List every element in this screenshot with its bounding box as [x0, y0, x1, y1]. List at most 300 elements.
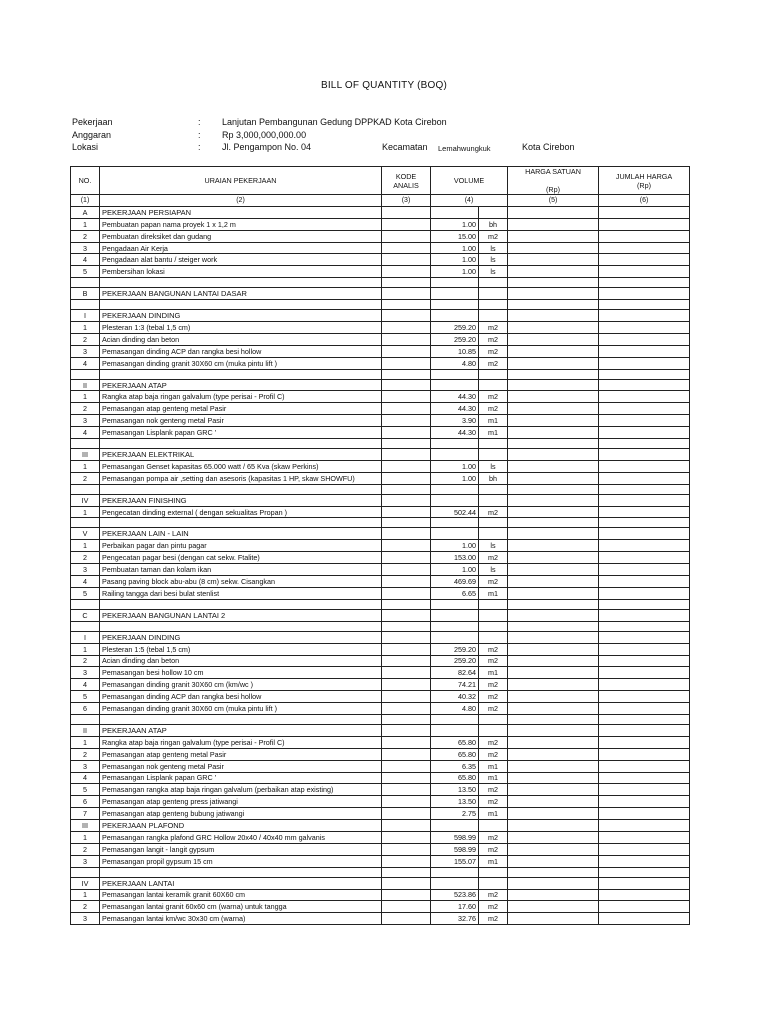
empty-cell [479, 439, 508, 449]
analysis-code [382, 748, 431, 760]
analysis-code [382, 587, 431, 599]
row-number: 3 [71, 564, 100, 576]
unit-value: m2 [479, 796, 508, 808]
lokasi-value: Jl. Pengampon No. 04 [222, 142, 312, 152]
volume-value: 6.35 [431, 760, 479, 772]
spacer-row [71, 439, 690, 449]
empty-cell [382, 439, 431, 449]
work-description: Pemasangan pompa air ,setting dan asesoris (kapasitas 1 HP, skaw SHOWFU) [100, 472, 382, 484]
row-number: 3 [71, 345, 100, 357]
unit-price [508, 913, 599, 925]
work-description: PEKERJAAN LANTAI [100, 877, 382, 889]
unit-price [508, 379, 599, 391]
work-description: PEKERJAAN PLAFOND [100, 820, 382, 832]
unit-value: bh [479, 218, 508, 230]
analysis-code [382, 724, 431, 736]
unit-value [479, 494, 508, 506]
empty-cell [100, 369, 382, 379]
work-description: Pembuatan papan nama proyek 1 x 1,2 m [100, 218, 382, 230]
volume-value: 65.80 [431, 748, 479, 760]
unit-price [508, 703, 599, 715]
total-price [599, 796, 690, 808]
empty-cell [479, 599, 508, 609]
empty-cell [508, 714, 599, 724]
empty-cell [508, 867, 599, 877]
item-row [71, 266, 690, 278]
volume-value: 1.00 [431, 460, 479, 472]
analysis-code [382, 242, 431, 254]
anggaran-value: Rp 3,000,000,000.00 [222, 130, 307, 140]
row-number: 1 [71, 322, 100, 334]
total-price [599, 322, 690, 334]
unit-price [508, 472, 599, 484]
section-row [71, 379, 690, 391]
col-jumlah-header: JUMLAH HARGA (Rp) [599, 167, 690, 195]
work-description: Pemasangan nok genteng metal Pasir [100, 415, 382, 427]
spacer-row [71, 518, 690, 528]
unit-value [479, 310, 508, 322]
volume-value [431, 877, 479, 889]
unit-price [508, 901, 599, 913]
anggaran-label: Anggaran [72, 130, 112, 140]
item-row [71, 843, 690, 855]
unit-value: m2 [479, 703, 508, 715]
empty-cell [71, 439, 100, 449]
row-number: 4 [71, 254, 100, 266]
unit-price [508, 736, 599, 748]
section-row [71, 206, 690, 218]
unit-value: m2 [479, 230, 508, 242]
work-description: Plesteran 1:5 (tebal 1,5 cm) [100, 643, 382, 655]
section-row [71, 820, 690, 832]
empty-cell [599, 278, 690, 288]
analysis-code [382, 218, 431, 230]
volume-value: 259.20 [431, 655, 479, 667]
unit-value [479, 609, 508, 621]
total-price [599, 288, 690, 300]
spacer-row [71, 369, 690, 379]
volume-value: 1.00 [431, 242, 479, 254]
unit-value [479, 206, 508, 218]
unit-price [508, 460, 599, 472]
item-row [71, 643, 690, 655]
total-price [599, 820, 690, 832]
lokasi-label: Lokasi [72, 142, 99, 152]
total-price [599, 855, 690, 867]
unit-price [508, 724, 599, 736]
row-number: 2 [71, 472, 100, 484]
row-number: III [71, 449, 100, 461]
total-price [599, 655, 690, 667]
row-number: 5 [71, 587, 100, 599]
row-number: 4 [71, 357, 100, 369]
volume-value: 1.00 [431, 218, 479, 230]
empty-cell [479, 518, 508, 528]
volume-value [431, 310, 479, 322]
work-description: Pemasangan lantai km/wc 30x30 cm (warna) [100, 913, 382, 925]
total-price [599, 760, 690, 772]
item-row [71, 322, 690, 334]
empty-cell [508, 621, 599, 631]
unit-value: m2 [479, 322, 508, 334]
volume-value: 10.85 [431, 345, 479, 357]
analysis-code [382, 415, 431, 427]
total-price [599, 540, 690, 552]
item-row [71, 552, 690, 564]
spacer-row [71, 621, 690, 631]
analysis-code [382, 494, 431, 506]
item-row [71, 691, 690, 703]
work-description: Pemasangan atap genteng bubung jatiwangi [100, 808, 382, 820]
unit-price [508, 691, 599, 703]
volume-value: 1.00 [431, 472, 479, 484]
analysis-code [382, 667, 431, 679]
row-number: II [71, 379, 100, 391]
total-price [599, 345, 690, 357]
work-description: PEKERJAAN FINISHING [100, 494, 382, 506]
analysis-code [382, 540, 431, 552]
analysis-code [382, 345, 431, 357]
analysis-code [382, 333, 431, 345]
analysis-code [382, 655, 431, 667]
unit-price [508, 310, 599, 322]
unit-value: ls [479, 540, 508, 552]
col-kode-header: KODE ANALIS [382, 167, 431, 195]
work-description: Plesteran 1:3 (tebal 1,5 cm) [100, 322, 382, 334]
item-row [71, 218, 690, 230]
empty-cell [100, 278, 382, 288]
item-row [71, 391, 690, 403]
boq-body [71, 206, 690, 924]
work-description: Perbaikan pagar dan pintu pagar [100, 540, 382, 552]
item-row [71, 784, 690, 796]
col-number: (1) [71, 195, 100, 207]
empty-cell [100, 484, 382, 494]
row-number: 3 [71, 855, 100, 867]
total-price [599, 901, 690, 913]
empty-cell [100, 300, 382, 310]
empty-cell [71, 278, 100, 288]
unit-value: m2 [479, 357, 508, 369]
item-row [71, 855, 690, 867]
total-price [599, 913, 690, 925]
work-description: Pengadaan alat bantu / steiger work [100, 254, 382, 266]
empty-cell [382, 484, 431, 494]
row-number: 2 [71, 403, 100, 415]
work-description: Pembuatan direksiket dan gudang [100, 230, 382, 242]
work-description: Pemasangan atap genteng metal Pasir [100, 403, 382, 415]
row-number: 2 [71, 552, 100, 564]
volume-value: 32.76 [431, 913, 479, 925]
row-number: 6 [71, 796, 100, 808]
item-row [71, 667, 690, 679]
section-row [71, 877, 690, 889]
total-price [599, 379, 690, 391]
row-number: III [71, 820, 100, 832]
unit-value [479, 449, 508, 461]
unit-price [508, 218, 599, 230]
work-description: PEKERJAAN ATAP [100, 724, 382, 736]
section-row [71, 631, 690, 643]
spacer-row [71, 714, 690, 724]
analysis-code [382, 831, 431, 843]
empty-cell [382, 621, 431, 631]
col-no-header: NO. [71, 167, 100, 195]
col-number: (6) [599, 195, 690, 207]
work-description: Pemasangan dinding ACP dan rangka besi hollow [100, 691, 382, 703]
unit-value: m2 [479, 391, 508, 403]
volume-value: 259.20 [431, 333, 479, 345]
total-price [599, 667, 690, 679]
unit-value: ls [479, 460, 508, 472]
unit-price [508, 808, 599, 820]
row-number: A [71, 206, 100, 218]
total-price [599, 808, 690, 820]
analysis-code [382, 427, 431, 439]
unit-value: m1 [479, 587, 508, 599]
empty-cell [431, 369, 479, 379]
empty-cell [431, 278, 479, 288]
analysis-code [382, 691, 431, 703]
unit-price [508, 796, 599, 808]
unit-value: m2 [479, 333, 508, 345]
unit-price [508, 449, 599, 461]
total-price [599, 494, 690, 506]
work-description: Pemasangan langit - langit gypsum [100, 843, 382, 855]
analysis-code [382, 913, 431, 925]
empty-cell [431, 439, 479, 449]
work-description: Pemasangan propil gypsum 15 cm [100, 855, 382, 867]
item-row [71, 564, 690, 576]
empty-cell [382, 599, 431, 609]
total-price [599, 506, 690, 518]
volume-value: 523.86 [431, 889, 479, 901]
total-price [599, 564, 690, 576]
work-description: Pemasangan rangka plafond GRC Hollow 20x40 / 40x40 mm galvanis [100, 831, 382, 843]
item-row [71, 760, 690, 772]
empty-cell [100, 599, 382, 609]
item-row [71, 703, 690, 715]
empty-cell [508, 300, 599, 310]
volume-value: 4.80 [431, 703, 479, 715]
work-description: PEKERJAAN DINDING [100, 631, 382, 643]
unit-price [508, 206, 599, 218]
volume-value [431, 609, 479, 621]
work-description: Railing tangga dari besi bulat stenlist [100, 587, 382, 599]
row-number: 5 [71, 266, 100, 278]
total-price [599, 736, 690, 748]
work-description: Pemasangan lantai keramik granit 60X60 cm [100, 889, 382, 901]
work-description: Pemasangan rangka atap baja ringan galvalum (perbaikan atap existing) [100, 784, 382, 796]
boq-table [70, 166, 690, 925]
empty-cell [479, 300, 508, 310]
unit-price [508, 877, 599, 889]
spacer-row [71, 599, 690, 609]
col-number: (2) [100, 195, 382, 207]
volume-value: 13.50 [431, 784, 479, 796]
unit-value: m2 [479, 655, 508, 667]
table-header-row [71, 167, 690, 195]
empty-cell [508, 439, 599, 449]
row-number: 2 [71, 230, 100, 242]
unit-value: m1 [479, 415, 508, 427]
volume-value: 44.30 [431, 427, 479, 439]
analysis-code [382, 855, 431, 867]
row-number: 2 [71, 901, 100, 913]
total-price [599, 877, 690, 889]
row-number: 1 [71, 540, 100, 552]
total-price [599, 415, 690, 427]
empty-cell [382, 369, 431, 379]
volume-value: 15.00 [431, 230, 479, 242]
volume-value: 1.00 [431, 540, 479, 552]
total-price [599, 587, 690, 599]
unit-price [508, 230, 599, 242]
row-number: 3 [71, 913, 100, 925]
work-description: Pemasangan dinding granit 30X60 cm (muka pintu lift ) [100, 703, 382, 715]
unit-value: m2 [479, 643, 508, 655]
work-description: Pemasangan Lisplank papan GRC ' [100, 772, 382, 784]
spacer-row [71, 867, 690, 877]
item-row [71, 736, 690, 748]
unit-value: m2 [479, 403, 508, 415]
item-row [71, 889, 690, 901]
analysis-code [382, 796, 431, 808]
row-number: 2 [71, 655, 100, 667]
colon: : [198, 117, 201, 127]
item-row [71, 415, 690, 427]
total-price [599, 889, 690, 901]
analysis-code [382, 552, 431, 564]
empty-cell [479, 484, 508, 494]
unit-price [508, 494, 599, 506]
spacer-row [71, 484, 690, 494]
total-price [599, 691, 690, 703]
work-description: Pemasangan dinding ACP dan rangka besi hollow [100, 345, 382, 357]
unit-value: m2 [479, 901, 508, 913]
unit-price [508, 564, 599, 576]
unit-value: ls [479, 242, 508, 254]
section-row [71, 609, 690, 621]
total-price [599, 831, 690, 843]
work-description: PEKERJAAN ELEKTRIKAL [100, 449, 382, 461]
analysis-code [382, 877, 431, 889]
row-number: 4 [71, 427, 100, 439]
unit-price [508, 609, 599, 621]
analysis-code [382, 528, 431, 540]
total-price [599, 631, 690, 643]
row-number: IV [71, 877, 100, 889]
work-description: Pembuatan taman dan kolam ikan [100, 564, 382, 576]
unit-price [508, 403, 599, 415]
work-description: Pengecatan dinding external ( dengan sekualitas Propan ) [100, 506, 382, 518]
item-row [71, 772, 690, 784]
empty-cell [508, 518, 599, 528]
volume-value: 44.30 [431, 403, 479, 415]
row-number: IV [71, 494, 100, 506]
analysis-code [382, 679, 431, 691]
unit-price [508, 345, 599, 357]
unit-value: m1 [479, 427, 508, 439]
volume-value: 13.50 [431, 796, 479, 808]
spacer-row [71, 300, 690, 310]
analysis-code [382, 322, 431, 334]
total-price [599, 266, 690, 278]
unit-value: bh [479, 472, 508, 484]
unit-price [508, 831, 599, 843]
total-price [599, 843, 690, 855]
unit-value: m1 [479, 808, 508, 820]
analysis-code [382, 901, 431, 913]
item-row [71, 345, 690, 357]
work-description: Pemasangan dinding granit 30X60 cm (muka pintu lift ) [100, 357, 382, 369]
unit-value: m2 [479, 679, 508, 691]
total-price [599, 703, 690, 715]
empty-cell [599, 599, 690, 609]
empty-cell [431, 867, 479, 877]
empty-cell [431, 714, 479, 724]
item-row [71, 587, 690, 599]
analysis-code [382, 808, 431, 820]
volume-value: 82.64 [431, 667, 479, 679]
empty-cell [599, 439, 690, 449]
unit-value: ls [479, 266, 508, 278]
analysis-code [382, 206, 431, 218]
empty-cell [479, 714, 508, 724]
analysis-code [382, 760, 431, 772]
volume-value: 259.20 [431, 322, 479, 334]
unit-value: m2 [479, 506, 508, 518]
work-description: Pemasangan lantai granit 60x60 cm (warna) untuk tangga [100, 901, 382, 913]
work-description: Rangka atap baja ringan galvalum (type perisai - Profil C) [100, 736, 382, 748]
unit-price [508, 820, 599, 832]
spacer-row [71, 278, 690, 288]
unit-value: m1 [479, 772, 508, 784]
pekerjaan-value: Lanjutan Pembangunan Gedung DPPKAD Kota Cirebon [222, 117, 447, 127]
analysis-code [382, 564, 431, 576]
volume-value: 3.90 [431, 415, 479, 427]
unit-price [508, 855, 599, 867]
analysis-code [382, 310, 431, 322]
analysis-code [382, 391, 431, 403]
analysis-code [382, 576, 431, 588]
row-number: 2 [71, 333, 100, 345]
row-number: 1 [71, 736, 100, 748]
col-number: (4) [431, 195, 508, 207]
row-number: 3 [71, 760, 100, 772]
unit-value: m2 [479, 736, 508, 748]
empty-cell [382, 278, 431, 288]
empty-cell [71, 599, 100, 609]
unit-value: m2 [479, 576, 508, 588]
empty-cell [71, 518, 100, 528]
unit-price [508, 748, 599, 760]
row-number: 2 [71, 748, 100, 760]
unit-value [479, 528, 508, 540]
volume-value: 598.99 [431, 843, 479, 855]
volume-value: 65.80 [431, 736, 479, 748]
volume-value: 65.80 [431, 772, 479, 784]
total-price [599, 333, 690, 345]
empty-cell [382, 714, 431, 724]
unit-value: m2 [479, 843, 508, 855]
volume-value [431, 528, 479, 540]
work-description: Pemasangan atap genteng metal Pasir [100, 748, 382, 760]
unit-price [508, 506, 599, 518]
work-description: Pengadaan Air Kerja [100, 242, 382, 254]
empty-cell [479, 369, 508, 379]
unit-value [479, 379, 508, 391]
